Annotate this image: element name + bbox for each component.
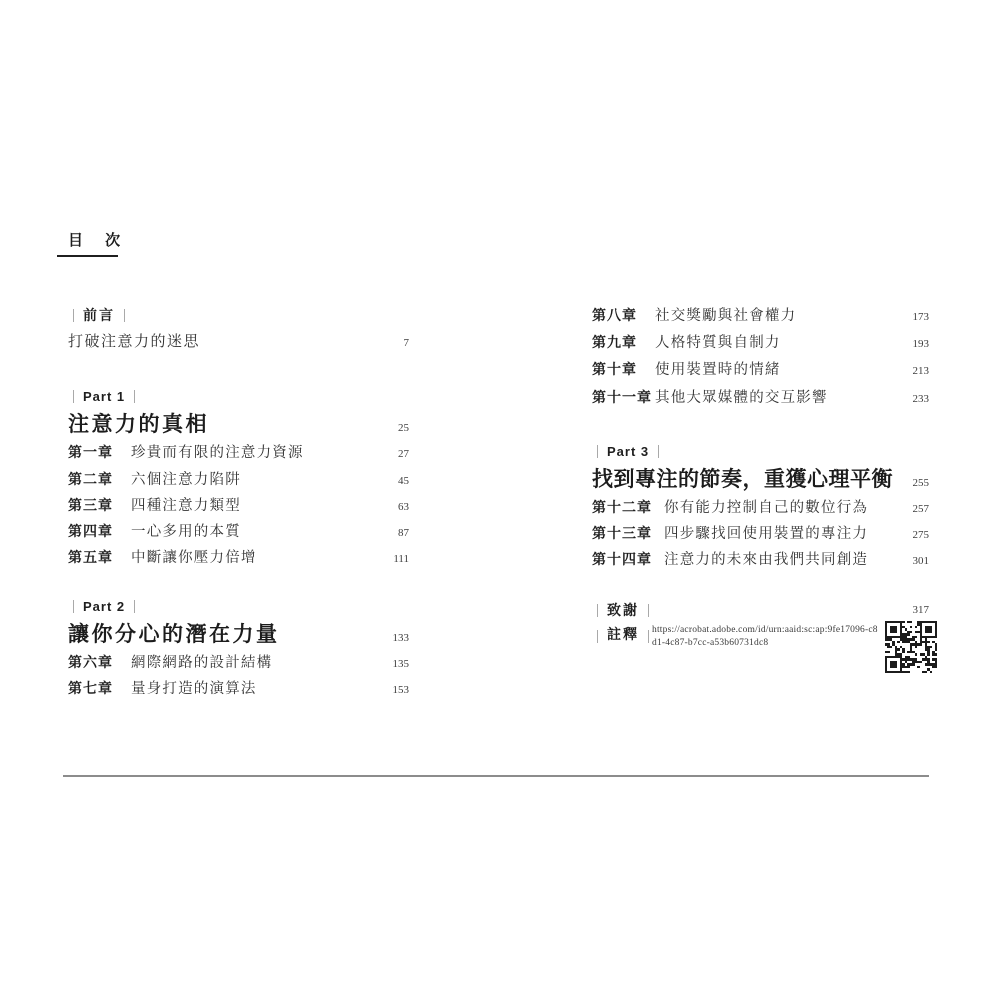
- part1-title: 注意力的真相: [68, 412, 209, 436]
- entry-preface-label: [68, 305, 409, 325]
- divider-bar: [73, 600, 74, 613]
- page-number: 301: [912, 555, 929, 567]
- preface-title: 打破注意力的迷思: [68, 334, 201, 350]
- chapter-title: 四步驟找回使用裝置的專注力: [664, 526, 869, 542]
- entry-ch3: [68, 494, 409, 515]
- chapter-number: 第四章: [68, 525, 113, 540]
- chapter-number: 第十三章: [592, 527, 652, 542]
- chapter-title: 一心多用的本質: [131, 524, 241, 540]
- page-number: 255: [912, 477, 929, 489]
- entry-ch14: [592, 548, 929, 569]
- notes-url: https://acrobat.adobe.com/id/urn:aaid:sc:ap:9fe17096-c8d1-4c87-b7cc-a53b60731dc8: [652, 625, 878, 648]
- entry-ch10: [592, 358, 929, 379]
- entry-ch11: [592, 386, 929, 407]
- divider-bar: [658, 445, 659, 458]
- entry-part1: [68, 408, 409, 438]
- entry-part3: [592, 463, 929, 493]
- preface-label: 前言: [83, 309, 115, 324]
- chapter-title: 注意力的未來由我們共同創造: [664, 552, 869, 568]
- divider-bar: [597, 445, 598, 458]
- entry-part3-label: [592, 444, 929, 459]
- part3-title: 找到專注的節奏，重獲心理平衡: [592, 467, 893, 491]
- divider-bar: [134, 600, 135, 613]
- divider-bar: [73, 309, 74, 322]
- entry-ch1: [68, 441, 409, 462]
- page-number: 27: [398, 448, 409, 460]
- entry-ch8: [592, 304, 929, 325]
- page-number: 213: [912, 365, 929, 377]
- part3-label: Part 3: [607, 444, 650, 459]
- entry-acknowledgements: [592, 600, 929, 620]
- page-number: 45: [398, 475, 409, 487]
- chapter-number: 第三章: [68, 499, 113, 514]
- entry-ch4: [68, 520, 409, 541]
- entry-ch5: [68, 546, 409, 567]
- footer-rule: [63, 775, 929, 777]
- part2-label: Part 2: [83, 599, 126, 614]
- acknowledgements-label: 致謝: [607, 604, 639, 619]
- divider-bar: [134, 390, 135, 403]
- chapter-title: 四種注意力類型: [131, 498, 241, 514]
- divider-bar: [73, 390, 74, 403]
- page-title: 目 次: [68, 232, 130, 249]
- chapter-number: 第八章: [592, 309, 637, 324]
- page-number: 233: [912, 393, 929, 405]
- page-number: 257: [912, 503, 929, 515]
- chapter-title: 量身打造的演算法: [131, 681, 257, 697]
- page-number: 87: [398, 527, 409, 539]
- entry-ch7: [68, 677, 409, 698]
- part2-title: 讓你分心的潛在力量: [68, 622, 280, 646]
- entry-ch9: [592, 331, 929, 352]
- entry-ch6: [68, 651, 409, 672]
- chapter-number: 第五章: [68, 551, 113, 566]
- entry-part2: [68, 618, 409, 648]
- chapter-title: 其他大眾媒體的交互影響: [655, 390, 828, 406]
- page-number: 317: [912, 604, 929, 616]
- entry-ch13: [592, 522, 929, 543]
- page-number: 25: [398, 422, 409, 434]
- page-number: 153: [392, 684, 409, 696]
- chapter-number: 第十二章: [592, 501, 652, 516]
- chapter-number: 第六章: [68, 656, 113, 671]
- divider-bar: [648, 630, 649, 643]
- divider-bar: [597, 630, 598, 643]
- page-number: 173: [912, 311, 929, 323]
- divider-bar: [124, 309, 125, 322]
- chapter-title: 網際網路的設計結構: [131, 655, 273, 671]
- divider-bar: [597, 604, 598, 617]
- chapter-title: 人格特質與自制力: [655, 335, 781, 351]
- qr-code: [885, 621, 937, 673]
- chapter-title: 你有能力控制自己的數位行為: [664, 500, 869, 516]
- chapter-number: 第九章: [592, 336, 637, 351]
- notes-label: 註釋: [607, 628, 639, 643]
- entry-part1-label: [68, 389, 409, 404]
- entry-part2-label: [68, 599, 409, 614]
- page-number: 7: [403, 337, 409, 349]
- page-number: 63: [398, 501, 409, 513]
- chapter-title: 使用裝置時的情緒: [655, 362, 781, 378]
- title-underline: [57, 255, 118, 257]
- chapter-title: 珍貴而有限的注意力資源: [131, 445, 304, 461]
- entry-notes: [592, 624, 929, 649]
- chapter-title: 中斷讓你壓力倍增: [131, 550, 257, 566]
- entry-preface: [68, 330, 409, 351]
- page-number: 135: [392, 658, 409, 670]
- chapter-title: 六個注意力陷阱: [131, 472, 241, 488]
- part1-label: Part 1: [83, 389, 126, 404]
- chapter-title: 社交獎勵與社會權力: [655, 308, 797, 324]
- page-number: 193: [912, 338, 929, 350]
- chapter-number: 第十章: [592, 363, 637, 378]
- chapter-number: 第十四章: [592, 553, 652, 568]
- divider-bar: [648, 604, 649, 617]
- chapter-number: 第十一章: [592, 391, 652, 406]
- page-number: 111: [393, 553, 409, 565]
- chapter-number: 第一章: [68, 446, 113, 461]
- entry-ch2: [68, 468, 409, 489]
- page-number: 275: [912, 529, 929, 541]
- entry-ch12: [592, 496, 929, 517]
- chapter-number: 第七章: [68, 682, 113, 697]
- page-number: 133: [392, 632, 409, 644]
- chapter-number: 第二章: [68, 473, 113, 488]
